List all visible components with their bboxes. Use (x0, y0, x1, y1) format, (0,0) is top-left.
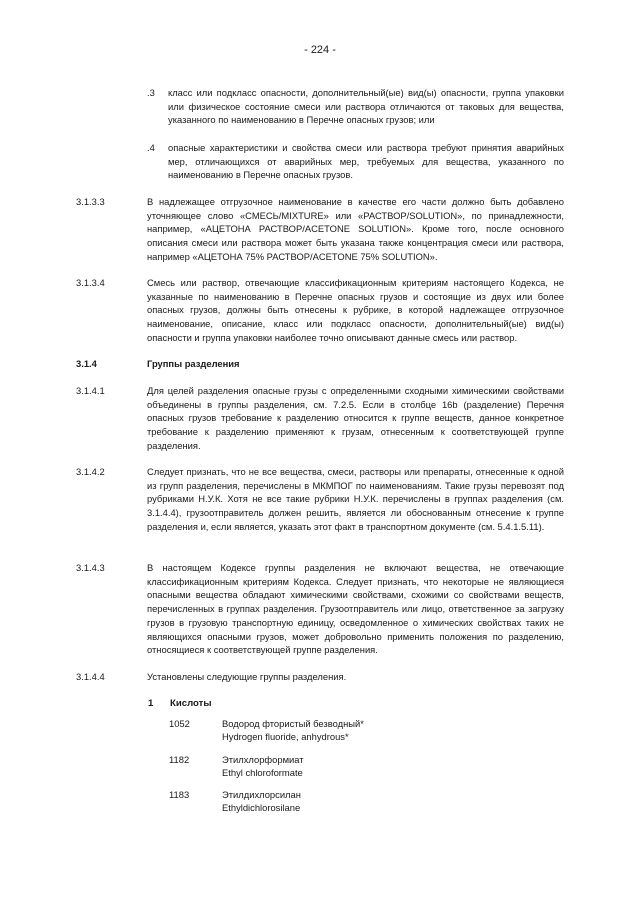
section-text-3-1-4-1: Для целей разделения опасные грузы с определенными сходными химическими свойствами объединены в группы разделения, см. 7.2.5. Если в столбце 16b (разделение) Перечня опасных грузов требование к разделению относится к группе веществ, данное конкретное требование к разделению применяют к грузам, отнесенным к соответствующей группе разделения. (147, 385, 564, 451)
section-number-3-1-4: 3.1.4 (76, 358, 97, 369)
item-text-3: класс или подкласс опасности, дополнительный(ые) вид(ы) опасности, группа упаковки или физическое состояние смеси или раствора отличаются от таковых для вещества, указанного по наименованию в Перечне опасных грузов; или (168, 87, 564, 126)
item-text-4: опасные характеристики и свойства смеси или раствора требуют принятия аварийных мер, отличающихся от аварийных мер, требуемых для вещества, указанного по наименованию в Перечне опасных грузов. (168, 142, 564, 181)
section-text-3-1-4-4: Установлены следующие группы разделения. (147, 671, 347, 682)
section-text-3-1-3-4: Смесь или раствор, отвечающие классификационным критериям настоящего Кодекса, не указанные по наименованию в Перечне опасных грузов и состоящие из двух или более опасных грузов, должны быть отнесены к рубрике, в которой надлежащее отгрузочное наименование, описание, класс или подкласс опасности, дополнительный(ые) вид(ы) опасности и группа упаковки наиболее точно описывают данные смесь или раствор. (147, 277, 564, 343)
section-number-3-1-4-4: 3.1.4.4 (76, 671, 105, 682)
section-heading-3-1-4: Группы разделения (147, 358, 240, 369)
section-number-3-1-4-2: 3.1.4.2 (76, 466, 105, 477)
group-1-number: 1 (148, 698, 154, 709)
section-number-3-1-3-4: 3.1.3.4 (76, 277, 105, 288)
section-number-3-1-3-3: 3.1.3.3 (76, 196, 105, 207)
substance-name-en: Ethyl chloroformate (222, 767, 303, 778)
un-number: 1182 (169, 754, 190, 765)
un-number: 1052 (169, 718, 190, 729)
section-number-3-1-4-3: 3.1.4.3 (76, 562, 105, 573)
substance-name-en: Ethyldichlorosilane (222, 802, 301, 813)
substance-name-ru: Водород фтористый безводный* (222, 718, 364, 729)
group-1-title: Кислоты (170, 698, 212, 709)
substance-name-en: Hydrogen fluoride, anhydrous* (222, 731, 349, 742)
item-number-3: .3 (147, 87, 155, 98)
substance-name-ru: Этилдихлорсилан (222, 789, 301, 800)
section-text-3-1-3-3: В надлежащее отгрузочное наименование в качестве его части должно быть добавлено уточняющее слово «СМЕСЬ/MIXTURE» или «РАСТВОР/SOLUTION», по принадлежности, например, «АЦЕТОНА РАСТВОР/ACETONE SOLUTION». Кроме того, после основного описания смеси или раствора может быть указана также концентрация смеси или раствора, например «АЦЕТОНА 75% РАСТВОР/ACETONE 75% SOLUTION». (147, 196, 564, 262)
page-number: - 224 - (304, 44, 336, 56)
section-text-3-1-4-2: Следует признать, что не все вещества, смеси, растворы или препараты, отнесенные к одной из групп разделения, перечислены в МКМПОГ по наименованиям. Такие грузы перевозят под рубриками Н.У.К. Хотя не все такие рубрики Н.У.К. перечислены в группах разделения (см. 3.1.4.4), грузоотправитель должен решить, является ли обоснованным отнесение к группе разделения и, если является, указать этот факт в транспортном документе (см. 5.4.1.5.11). (147, 466, 564, 532)
un-number: 1183 (169, 789, 190, 800)
substance-name-ru: Этилхлорформиат (222, 754, 304, 765)
section-number-3-1-4-1: 3.1.4.1 (76, 385, 105, 396)
section-text-3-1-4-3: В настоящем Кодексе группы разделения не включают вещества, не отвечающие классификационным критериям Кодекса. Следует признать, что некоторые не являющиеся опасными вещества обладают химическими свойствами, схожими со свойствами веществ, перечисленных в группах разделения. Грузоотправитель или лицо, ответственное за загрузку грузов в грузовую транспортную единицу, осведомленное о химических свойствах таких не являющихся опасными грузов, может добровольно применить положения по разделению, относящиеся к соответствующей группе разделения. (147, 562, 564, 656)
item-number-4: .4 (147, 142, 155, 153)
